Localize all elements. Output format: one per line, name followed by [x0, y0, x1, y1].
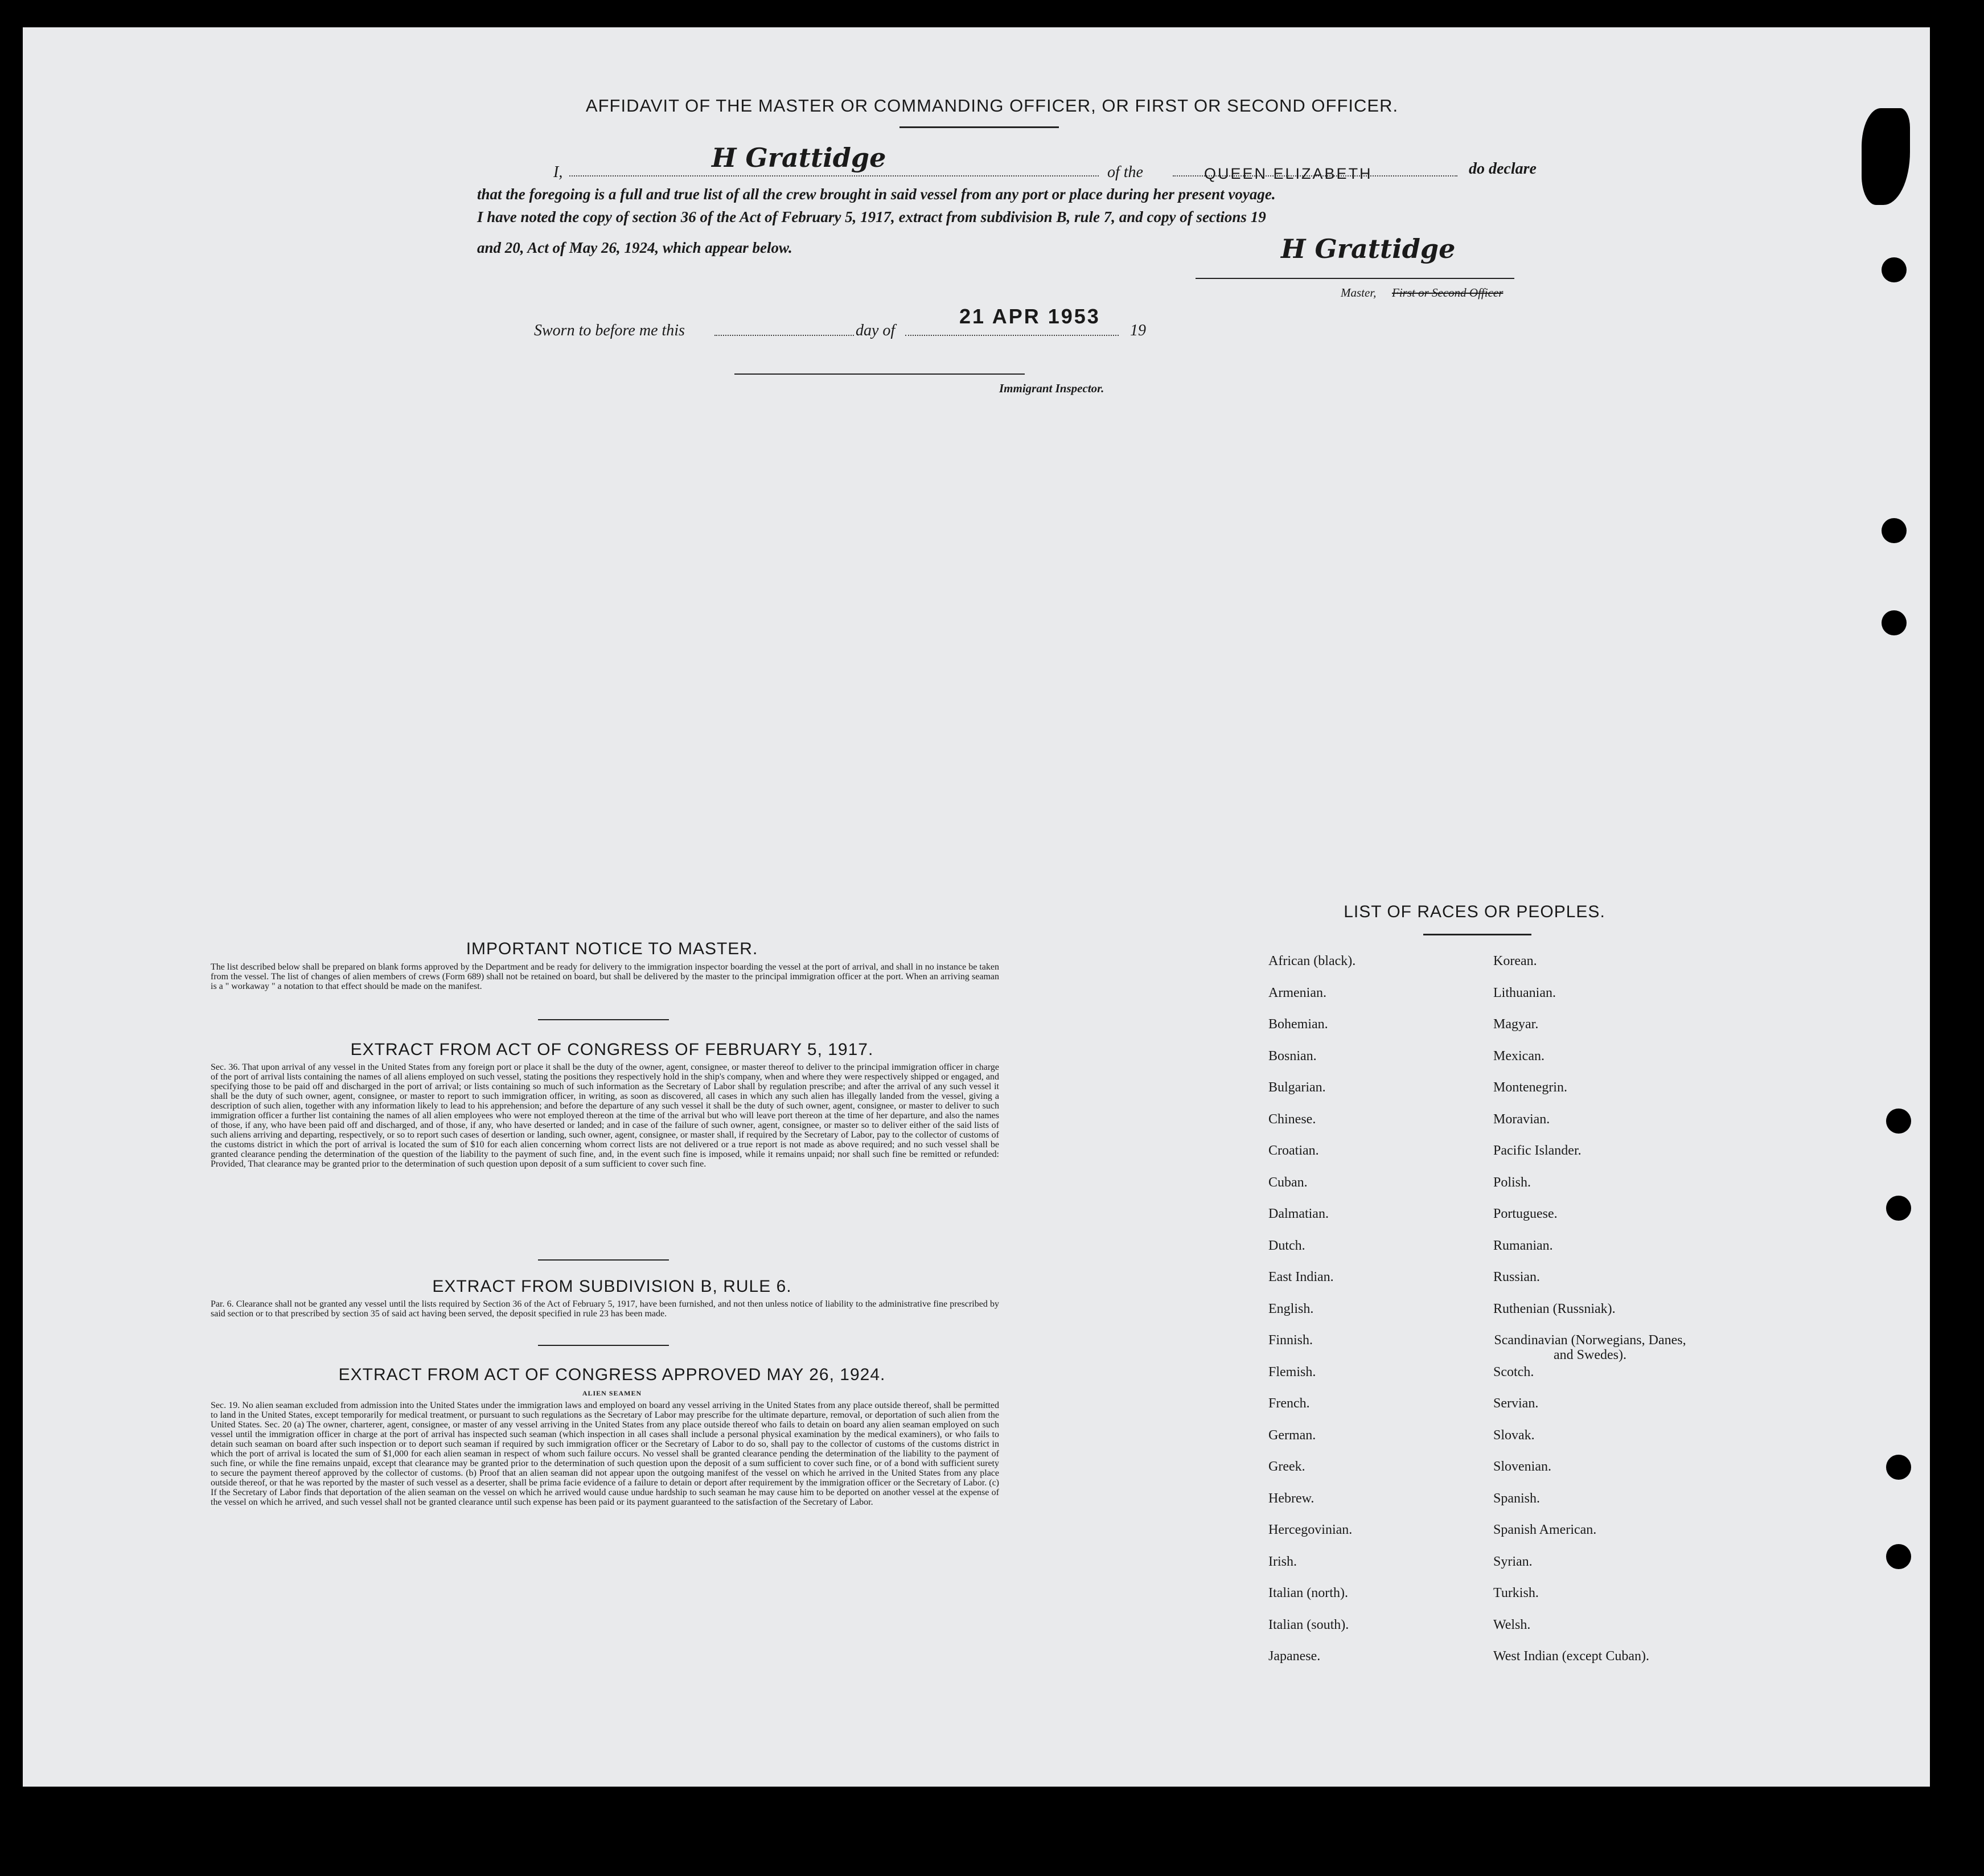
race-item: Russian. [1493, 1270, 1541, 1284]
extract-1924-text: Sec. 19. No alien seaman excluded from admission into the United States under the immigration laws and employed on board any vessel arriving in the United States from any place outside thereof, shall be permitted to land in the United States, except temporarily for medical treatment, or pursuant to such regulations as the Secretary of Labor may prescribe for the ultimate departure, removal, or deportation of such alien from the United States. Sec. 20 (a) The owner, charterer, agent, consignee, or master of any vessel arriving in the United States from any place outside thereof who fails to detain on board any alien seaman employed on such vessel until the immigration officer in charge at the port of arrival has inspected such seaman (which inspection in all cases shall include a personal physical examination by the medical examiners), or who fails to detain such seaman on board after such inspection or to deport such seaman if required by such immigration officer or the Secretary of Labor to do so, shall pay to the collector of customs of the customs district in which the port of arrival is located the sum of $1,000 for each alien seaman in respect of whom such failure occurs. No vessel shall be granted clearance pending the determination of the liability to the payment of such fine, or while the fine remains unpaid, except that clearance may be granted prior to the determination of such question upon the deposit of a sum sufficient to cover such fine, or of a bond with sufficient surety to secure the payment thereof approved by the collector of customs. (b) Proof that an alien seaman did not appear upon the outgoing manifest of the vessel on which he arrived in the United States from any place outside thereof, or that he was reported by the master of such vessel as a deserter, shall be prima facie evidence of a failure to detain or deport after requirement by the immigration officer or the Secretary of Labor. (c) If the Secretary of Labor finds that deportation of the alien seaman on the vessel on which he arrived would cause undue hardship to such seaman he may cause him to be deported on another vessel at the expense of the vessel on which he arrived, and such vessel shall not be granted clearance until such expense has been paid or its payment guaranteed to the satisfaction of the Secretary of Labor. [211, 1401, 999, 1507]
race-item: Bohemian. [1268, 1017, 1328, 1032]
race-item: Bosnian. [1268, 1048, 1317, 1064]
signature-name: H Grattidge [712, 142, 886, 173]
race-item: Syrian. [1493, 1554, 1533, 1569]
notice-title: IMPORTANT NOTICE TO MASTER. [466, 939, 758, 958]
affidavit-line-1: that the foregoing is a full and true list of all the crew brought in said vessel from any port or place during her present voyage. [477, 186, 1276, 203]
do-declare-label: do declare [1469, 160, 1537, 178]
race-item: Rumanian. [1493, 1238, 1553, 1253]
race-item: Portuguese. [1493, 1206, 1558, 1221]
i-label: I, [553, 163, 563, 181]
race-item: Spanish American. [1493, 1522, 1597, 1537]
race-item: Scandinavian (Norwegians, Danes, and Swedes). [1494, 1333, 1686, 1362]
affidavit-line-2: I have noted the copy of section 36 of the Act of February 5, 1917, extract from subdivision B, rule 7, and copy of sections 19 [477, 208, 1266, 225]
race-item: Hercegovinian. [1268, 1522, 1353, 1537]
race-item: Pacific Islander. [1493, 1143, 1582, 1158]
race-item: Moravian. [1493, 1111, 1550, 1127]
race-item: Scotch. [1493, 1364, 1534, 1380]
extract-1917-text: Sec. 36. That upon arrival of any vessel in the United States from any foreign port or place it shall be the duty of the owner, agent, consignee, or master thereof to deliver to the principal immigration officer in charge of the port of arrival lists containing the names of all aliens employed on such vessel, stating the positions they respectively hold in the ship's company, when and where they were respectively shipped or engaged, and specifying those to be paid off and discharged in the port of arrival; or lists containing so much of such information as the Secretary of Labor shall by regulation prescribe; and after the arrival of any such vessel it shall be the duty of such owner, agent, consignee, or master to report to such immigration officer, in writing, as soon as discovered, all cases in which any such alien has illegally landed from the vessel, giving a description of such alien, together with any information likely to lead to his apprehension; and before the departure of any such vessel it shall be the duty of such owner, agent, consignee, or master to deliver to such immigration officer a further list containing the names of all alien employees who were not employed thereon at the time of the arrival but who will leave port thereon at the time of her departure, and also the names of those, if any, who have been paid off and discharged, and of those, if any, who have deserted or landed; and in case of the failure of such owner, agent, consignee, or master so to deliver either of the said lists of such aliens arriving and departing, respectively, or so to report such cases of desertion or landing, such owner, agent, consignee, or master shall, if required by the Secretary of Labor, pay to the collector of customs of the customs district in which the port of arrival is located the sum of $10 for each alien concerning whom correct lists are not delivered or a true report is not made as above required; and no such vessel shall be granted clearance pending the determination of the question of the liability to the payment of such fine, and, in the event such fine is imposed, while it remains unpaid; nor shall such fine be remitted or refunded: Provided, That clearance may be granted prior to the determination of such question upon deposit of a sum sufficient to cover such fine. [211, 1062, 999, 1169]
inspector-rule [734, 373, 1025, 375]
affidavit-line-3: and 20, Act of May 26, 1924, which appear below. [477, 239, 792, 256]
race-item: French. [1268, 1396, 1310, 1411]
race-item: Dutch. [1268, 1238, 1305, 1253]
race-item: Japanese. [1268, 1649, 1321, 1664]
notice-text: The list described below shall be prepared on blank forms approved by the Department and be ready for delivery to the immigration inspector boarding the vessel at the port of arrival, and shall in no instance be taken from the vessel. The list of changes of alien members of crews (Form 689) shall not be retained on board, but shall be delivered by the master to the principal immigration officer at the port. When an arriving seaman is a " workaway " a notation to that effect should be made on the manifest. [211, 962, 999, 991]
sworn-label: Sworn to before me this [534, 322, 685, 339]
race-item: Welsh. [1493, 1617, 1531, 1632]
race-item: African (black). [1268, 954, 1356, 968]
race-item: Chinese. [1268, 1111, 1316, 1127]
race-item: Slovak. [1493, 1427, 1535, 1443]
race-item: Spanish. [1493, 1491, 1541, 1506]
race-item: Slovenian. [1493, 1459, 1551, 1474]
day-of-label: day of [856, 322, 896, 339]
master-label: Master, [1341, 286, 1377, 299]
extract-1924-subtitle: ALIEN SEAMEN [582, 1389, 642, 1397]
race-item: Irish. [1268, 1554, 1297, 1569]
date-stamp: 21 APR 1953 [959, 305, 1100, 328]
master-signature: H Grattidge [1281, 233, 1456, 264]
of-the-label: of the [1107, 163, 1143, 181]
race-item: Korean. [1493, 954, 1537, 968]
struck-officer-label: First or Second Officer [1392, 286, 1504, 299]
race-item: Hebrew. [1268, 1491, 1315, 1506]
binder-hole-1 [1882, 257, 1907, 282]
race-item: Armenian. [1268, 985, 1326, 1000]
binder-hole-3 [1882, 610, 1907, 635]
race-item: Polish. [1493, 1175, 1531, 1190]
race-item: Italian (south). [1268, 1617, 1349, 1632]
year-label: 19 [1130, 322, 1146, 339]
race-item: Mexican. [1493, 1048, 1545, 1064]
binder-hole-7 [1886, 1544, 1911, 1569]
race-item: Flemish. [1268, 1364, 1316, 1380]
race-item: East Indian. [1268, 1270, 1334, 1284]
notice-rule [538, 1019, 669, 1020]
signature-rule [1196, 278, 1514, 279]
subdivision-rule [538, 1345, 669, 1346]
sworn-month-line [905, 335, 1119, 336]
affidavit-title-rule [899, 126, 1059, 128]
races-title-rule [1423, 934, 1531, 935]
race-item: Croatian. [1268, 1143, 1319, 1158]
extract-1917-title: EXTRACT FROM ACT OF CONGRESS OF FEBRUARY 5, 1917. [350, 1040, 874, 1059]
race-item: Servian. [1493, 1396, 1539, 1411]
binder-hole-6 [1886, 1455, 1911, 1480]
extract-1917-rule [538, 1259, 669, 1261]
races-title: LIST OF RACES OR PEOPLES. [1344, 902, 1605, 921]
binder-hole-5 [1886, 1196, 1911, 1221]
race-item: Magyar. [1493, 1017, 1539, 1032]
race-item: Greek. [1268, 1459, 1305, 1474]
vessel-name: QUEEN ELIZABETH [1204, 165, 1373, 182]
race-item: Bulgarian. [1268, 1080, 1326, 1095]
race-item: Cuban. [1268, 1175, 1308, 1190]
subdivision-text: Par. 6. Clearance shall not be granted any vessel until the lists required by Section 36 of the Act of February 5, 1917, have been furnished, and not then unless notice of liability to the administrative fine prescribed by said section or to that prescribed by section 35 of said act having been served, the deposit specified in rule 23 has been made. [211, 1299, 999, 1319]
affidavit-title: AFFIDAVIT OF THE MASTER OR COMMANDING OFFICER, OR FIRST OR SECOND OFFICER. [585, 96, 1399, 116]
extract-1924-title: EXTRACT FROM ACT OF CONGRESS APPROVED MAY 26, 1924. [338, 1365, 886, 1384]
race-item: Ruthenian (Russniak). [1493, 1301, 1616, 1316]
sworn-day-line [714, 335, 854, 336]
race-item: Finnish. [1268, 1333, 1313, 1348]
binder-hole-4 [1886, 1109, 1911, 1134]
race-item: Turkish. [1493, 1586, 1539, 1600]
race-item: Lithuanian. [1493, 985, 1556, 1000]
race-item: Dalmatian. [1268, 1206, 1329, 1221]
binder-hole-2 [1882, 518, 1907, 543]
subdivision-title: EXTRACT FROM SUBDIVISION B, RULE 6. [432, 1277, 792, 1296]
race-item: West Indian (except Cuban). [1493, 1649, 1649, 1664]
race-item: English. [1268, 1301, 1314, 1316]
race-item: German. [1268, 1427, 1316, 1443]
name-line [569, 175, 1099, 176]
race-item: Italian (north). [1268, 1586, 1348, 1600]
inspector-label: Immigrant Inspector. [999, 381, 1104, 395]
race-item: Montenegrin. [1493, 1080, 1567, 1095]
